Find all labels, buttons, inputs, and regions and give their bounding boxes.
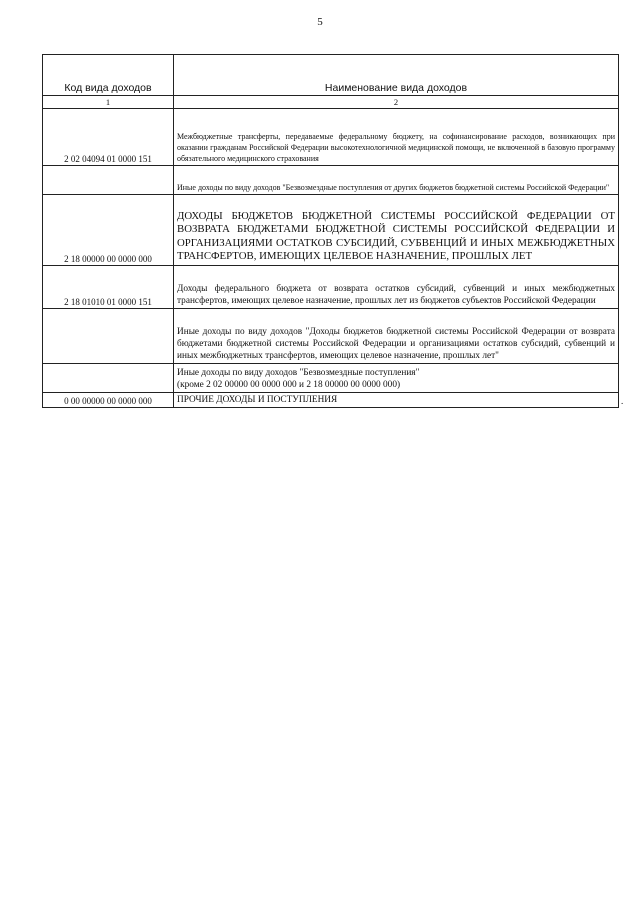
income-code — [43, 166, 174, 195]
income-code — [43, 364, 174, 393]
table-row — [43, 266, 619, 309]
income-name: Межбюджетные трансферты, передаваемые федеральному бюджету, на софинансирование расходов, возникающих при оказании гражданам Российской Федерации высокотехнологичной медицинской помощи, не включенной в базовую программу обязательного медицинского страхования — [174, 109, 619, 166]
table-row — [43, 166, 619, 195]
income-types-table — [42, 54, 619, 408]
income-code: 2 02 04094 01 0000 151 — [43, 109, 174, 166]
header-income-code: Код вида доходов — [43, 55, 174, 96]
trailing-mark: . — [621, 396, 624, 406]
table-row — [43, 364, 619, 393]
income-code: 0 00 00000 00 0000 000 — [43, 393, 174, 408]
table-row — [43, 393, 619, 408]
income-code: 2 18 00000 00 0000 000 — [43, 195, 174, 266]
income-name: Иные доходы по виду доходов "Доходы бюджетов бюджетной системы Российской Федерации от возврата бюджетами бюджетной системы Российской Федерации и организациями остатков субсидий, субвенций и иных межбюджетных трансфертов, имеющих целевое назначение, прошлых лет" — [174, 309, 619, 364]
table-row — [43, 195, 619, 266]
column-index-2: 2 — [174, 96, 619, 109]
income-name: Иные доходы по виду доходов "Безвозмездные поступления" (кроме 2 02 00000 00 0000 000 и 2 18 00000 00 0000 000) — [174, 364, 619, 393]
table-row — [43, 109, 619, 166]
column-index-1: 1 — [43, 96, 174, 109]
income-name: ДОХОДЫ БЮДЖЕТОВ БЮДЖЕТНОЙ СИСТЕМЫ РОССИЙСКОЙ ФЕДЕРАЦИИ ОТ ВОЗВРАТА БЮДЖЕТАМИ БЮДЖЕТНОЙ СИСТЕМЫ РОССИЙСКОЙ ФЕДЕРАЦИИ И ОРГАНИЗАЦИЯМИ ОСТАТКОВ СУБСИДИЙ, СУБВЕНЦИЙ И ИНЫХ МЕЖБЮДЖЕТНЫХ ТРАНСФЕРТОВ, ИМЕЮЩИХ ЦЕЛЕВОЕ НАЗНАЧЕНИЕ, ПРОШЛЫХ ЛЕТ — [174, 195, 619, 266]
column-index-row — [43, 96, 619, 109]
income-name: Доходы федерального бюджета от возврата остатков субсидий, субвенций и иных межбюджетных трансфертов, имеющих целевое назначение, прошлых лет из бюджетов субъектов Российской Федерации — [174, 266, 619, 309]
table-header-row — [43, 55, 619, 96]
page-number: 5 — [317, 16, 323, 28]
table-row — [43, 309, 619, 364]
income-name: Иные доходы по виду доходов "Безвозмездные поступления от других бюджетов бюджетной системы Российской Федерации" — [174, 166, 619, 195]
income-code: 2 18 01010 01 0000 151 — [43, 266, 174, 309]
income-name: ПРОЧИЕ ДОХОДЫ И ПОСТУПЛЕНИЯ — [174, 393, 619, 408]
income-code — [43, 309, 174, 364]
header-income-name: Наименование вида доходов — [174, 55, 619, 96]
